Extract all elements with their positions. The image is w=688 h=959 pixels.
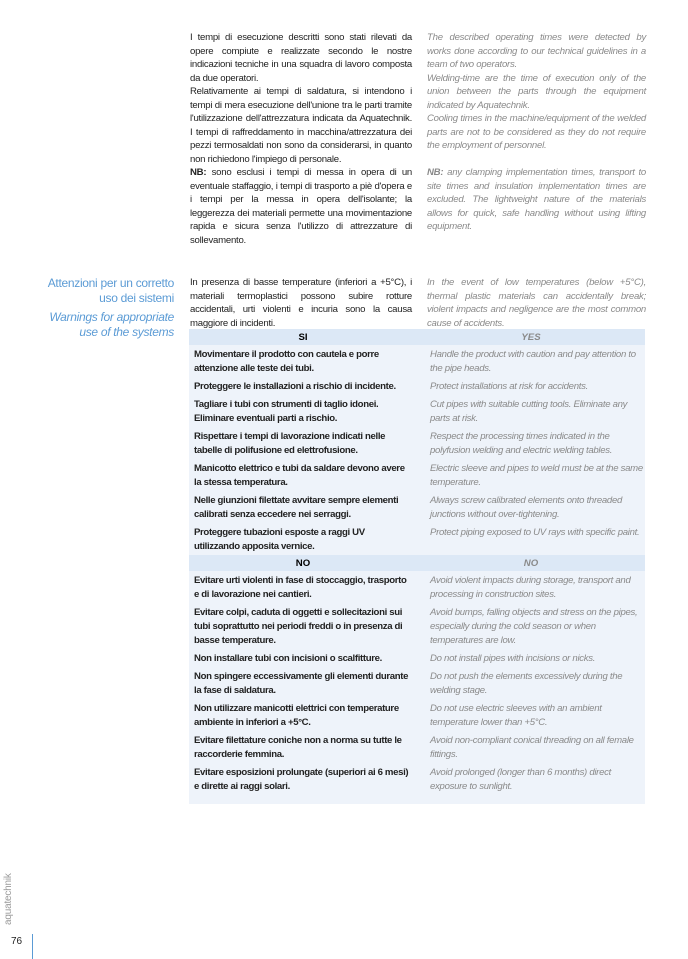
nb-label: NB: [190, 167, 207, 178]
table-body [189, 571, 645, 804]
cell-italian: Tagliare i tubi con strumenti di taglio idonei. Eliminare eventuali parti a rischio. [194, 399, 379, 424]
table-row [189, 462, 645, 490]
title-line: use of the systems [79, 325, 174, 339]
cell-english: Protect installations at risk for accidents. [430, 381, 588, 392]
warning-intro-english: In the event of low temperatures (below +5°C), thermal plastic materials can accidentally break; violent impacts and negligence are the most common cause of accidents. [427, 277, 646, 329]
intro-paragraph: I tempi di esecuzione descritti sono stati rilevati da opere compiute e realizzate secondo le nostre indicazioni tecniche in una squadra di lavoro composta da due operatori. [190, 32, 412, 84]
cell-italian: Non spingere eccessivamente gli elementi durante la fase di saldatura. [194, 671, 409, 696]
section-title-english [48, 310, 174, 340]
section-heading [48, 276, 174, 340]
title-line: Warnings for appropriate [49, 310, 174, 324]
table-row [189, 766, 645, 794]
table-header [189, 555, 645, 571]
header-english: YES [521, 331, 541, 343]
cell-english: Avoid violent impacts during storage, transport and processing in construction sites. [430, 575, 631, 600]
cell-italian: Evitare filettature coniche non a norma su tutte le raccorderie femmina. [194, 735, 402, 760]
intro-paragraph: Relativamente ai tempi di saldatura, si intendono i tempi di mera esecuzione dell'unione tra le parti tramite l'utilizzazione dell'attrezzatura indicata da Aquatechnik. I tempi di raffreddamento in macchina/attrezzatura dei pezzi termosaldati non sono da considerarsi, in quanto non richiedono l'impiego di personale. [190, 86, 412, 165]
cell-italian: Evitare colpi, caduta di oggetti e sollecitazioni sui tubi soprattutto nei periodi freddi o in presenza di basse temperature. [194, 607, 403, 646]
cell-italian: Non installare tubi con incisioni o scalfitture. [194, 653, 382, 664]
cell-italian: Nelle giunzioni filettate avvitare sempre elementi calibrati senza eccedere nei serraggi. [194, 495, 399, 520]
table-header [189, 329, 645, 345]
table-row [189, 734, 645, 762]
cell-english: Cut pipes with suitable cutting tools. Eliminate any parts at risk. [430, 399, 628, 424]
cell-english: Avoid bumps, falling objects and stress on the pipes, especially during the cold season or when temperatures are low. [430, 607, 638, 646]
table-row [189, 652, 645, 666]
nb-label: NB: [427, 167, 444, 178]
cell-english: Respect the processing times indicated in the polyfusion welding and electric welding tables. [430, 431, 613, 456]
table-row [189, 398, 645, 426]
table-row [189, 670, 645, 698]
cell-italian: Evitare esposizioni prolungate (superiori ai 6 mesi) e dirette ai raggi solari. [194, 767, 409, 792]
page-divider [32, 934, 33, 959]
nb-note-english [427, 166, 646, 234]
cell-english: Do not install pipes with incisions or nicks. [430, 653, 596, 664]
cell-italian: Rispettare i tempi di lavorazione indicati nelle tabelle di polifusione ed elettrofusione. [194, 431, 386, 456]
cell-english: Handle the product with caution and pay attention to the pipe heads. [430, 349, 636, 374]
cell-english: Avoid prolonged (longer than 6 months) direct exposure to sunlight. [430, 767, 611, 792]
cell-italian: Non utilizzare manicotti elettrici con temperature ambiente in inferiori a +5°C. [194, 703, 399, 728]
title-line: Attenzioni per un corretto [47, 276, 174, 290]
cell-english: Avoid non-compliant conical threading on all female fittings. [430, 735, 634, 760]
intro-paragraph: The described operating times were detected by works done according to our technical guidelines in a team of two operators. [427, 32, 646, 70]
intro-italian [190, 31, 412, 166]
intro-paragraph: Welding-time are the time of execution only of the union between the parts through the equipment indicated by Aquatechnik. [427, 72, 646, 111]
yes-table [189, 329, 645, 564]
cell-italian: Evitare urti violenti in fase di stoccaggio, trasporto e di lavorazione nei cantieri. [194, 575, 407, 600]
page-number: 76 [11, 936, 23, 947]
table-row [189, 526, 645, 554]
intro-paragraph: Cooling times in the machine/equipment of the welded parts are not to be considered as they do not require the employment of personnel. [427, 113, 646, 151]
table-body [189, 345, 645, 564]
cell-english: Do not use electric sleeves with an ambient temperature lower than +5°C. [430, 703, 602, 728]
cell-english: Always screw calibrated elements onto threaded junctions without over-tightening. [430, 495, 623, 520]
warning-intro-italian: In presenza di basse temperature (inferiori a +5°C), i materiali termoplastici possono subire rotture accidentali, urti violenti e incuria sono la causa maggiore di incidenti. [190, 277, 412, 329]
table-row [189, 348, 645, 376]
brand-logo: aquatechnik [3, 873, 14, 925]
table-row [189, 574, 645, 602]
cell-italian: Proteggere tubazioni esposte a raggi UV utilizzando apposita vernice. [194, 527, 365, 552]
header-italian: SI [298, 331, 308, 343]
cell-english: Electric sleeve and pipes to weld must be at the same temperature. [430, 463, 643, 488]
table-row [189, 606, 645, 648]
no-table [189, 555, 645, 804]
cell-italian: Movimentare il prodotto con cautela e porre attenzione alle teste dei tubi. [194, 349, 379, 374]
title-line: uso dei sistemi [99, 291, 174, 305]
section-title-italian [48, 276, 174, 306]
cell-english: Do not push the elements excessively during the welding stage. [430, 671, 623, 696]
table-row [189, 494, 645, 522]
nb-note-italian [190, 166, 412, 247]
header-italian: NO [295, 557, 311, 569]
cell-english: Protect piping exposed to UV rays with specific paint. [430, 527, 640, 538]
nb-text: any clamping implementation times, transport to site times and insulation implementation times are excluded. The lightweight nature of the materials allows for quick, safe handling without using lifting equipment. [427, 167, 646, 232]
table-row [189, 430, 645, 458]
cell-italian: Manicotto elettrico e tubi da saldare devono avere la stessa temperatura. [194, 463, 405, 488]
header-english: NO [523, 557, 539, 569]
table-row [189, 380, 645, 394]
nb-text: sono esclusi i tempi di messa in opera di un eventuale staffaggio, i tempi di trasporto a piè d'opera e i tempi per la messa in opera dell'isolante; la leggerezza dei materiali permette una movimentazione rapida e sicura senza l'utilizzo di attrezzature di sollevamento. [190, 167, 412, 246]
intro-english [427, 31, 646, 153]
cell-italian: Proteggere le installazioni a rischio di incidente. [194, 381, 396, 392]
table-row [189, 702, 645, 730]
